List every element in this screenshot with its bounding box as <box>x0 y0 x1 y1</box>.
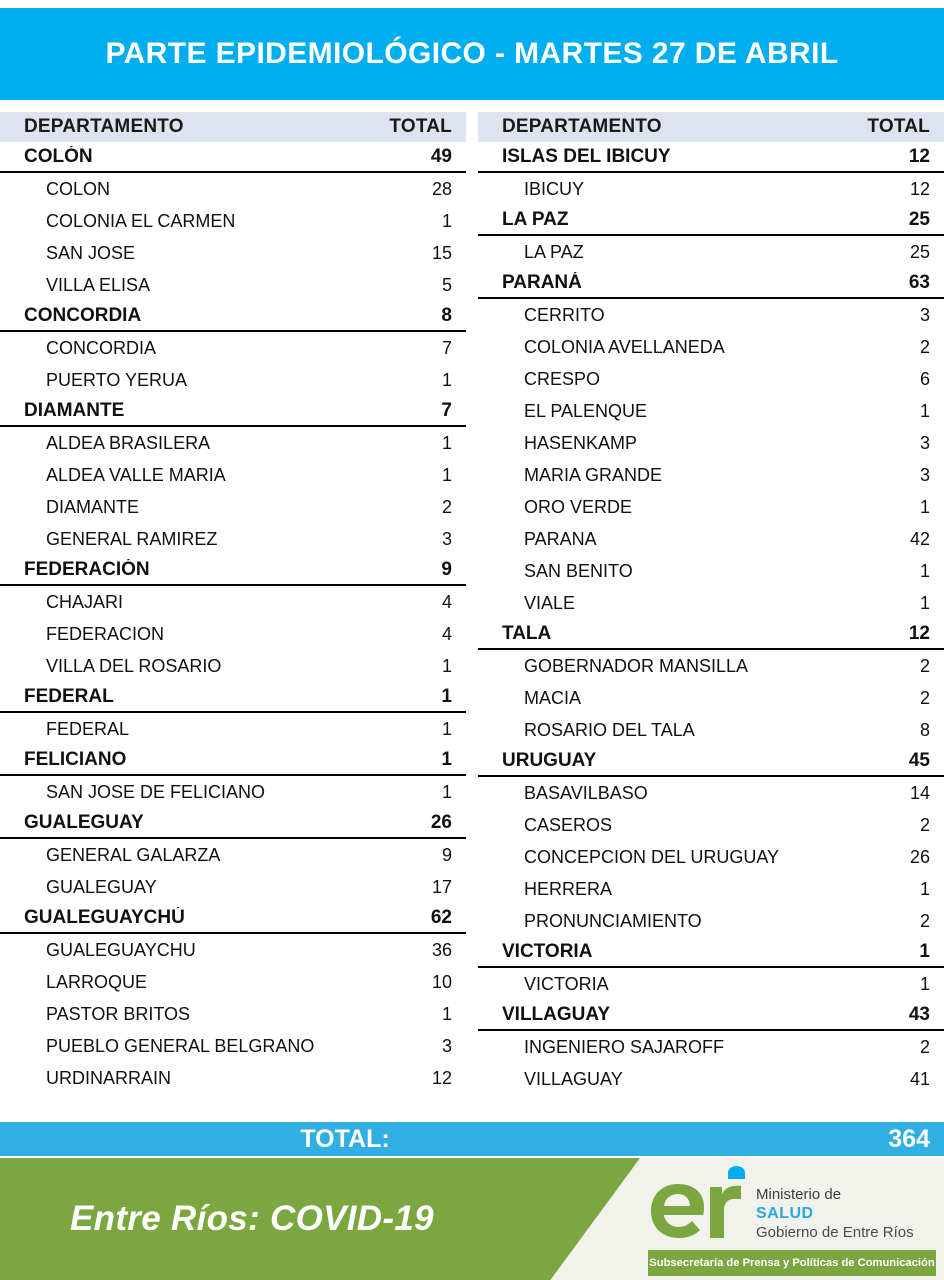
locality-row <box>478 682 944 714</box>
locality-name: FEDERACION <box>46 623 165 644</box>
rows-left <box>0 142 466 1094</box>
department-total: 9 <box>441 558 452 580</box>
locality-row <box>478 395 944 427</box>
table-column-right <box>478 112 944 1095</box>
locality-total: 1 <box>441 655 452 676</box>
column-header-departamento: DEPARTAMENTO <box>24 116 184 137</box>
locality-row <box>0 618 466 650</box>
locality-row <box>0 713 466 745</box>
department-total: 63 <box>908 271 930 293</box>
subsecretaria-banner: Subsecretaría de Prensa y Políticas de Comunicación <box>648 1250 936 1276</box>
department-total: 45 <box>908 749 930 771</box>
locality-total: 1 <box>919 878 930 899</box>
locality-name: HASENKAMP <box>524 432 638 453</box>
tables-container <box>0 112 944 1095</box>
department-total: 26 <box>430 811 452 833</box>
locality-name: CRESPO <box>524 368 601 389</box>
locality-total: 36 <box>431 939 452 960</box>
total-bar <box>0 1122 944 1156</box>
locality-row <box>478 459 944 491</box>
locality-name: DIAMANTE <box>46 496 140 517</box>
locality-row <box>0 523 466 555</box>
locality-row <box>0 839 466 871</box>
department-name: LA PAZ <box>502 208 569 230</box>
department-row <box>478 619 944 650</box>
locality-row <box>0 1030 466 1062</box>
locality-row <box>0 998 466 1030</box>
locality-row <box>0 364 466 396</box>
department-row <box>0 808 466 839</box>
locality-row <box>0 966 466 998</box>
locality-total: 4 <box>441 591 452 612</box>
locality-name: VILLAGUAY <box>524 1068 623 1089</box>
locality-name: GOBERNADOR MANSILLA <box>524 655 749 676</box>
locality-row <box>0 650 466 682</box>
department-total: 1 <box>441 685 452 707</box>
locality-row <box>478 236 944 268</box>
locality-total: 10 <box>431 971 452 992</box>
locality-row <box>478 841 944 873</box>
locality-name: MARIA GRANDE <box>524 464 663 485</box>
locality-name: LA PAZ <box>524 241 584 262</box>
department-name: VILLAGUAY <box>502 1003 611 1025</box>
locality-total: 15 <box>431 242 452 263</box>
locality-total: 2 <box>919 655 930 676</box>
locality-name: ALDEA BRASILERA <box>46 432 211 453</box>
locality-row <box>478 714 944 746</box>
locality-total: 1 <box>919 973 930 994</box>
department-total: 62 <box>430 906 452 928</box>
locality-name: MACIA <box>524 687 582 708</box>
locality-row <box>478 523 944 555</box>
department-name: GUALEGUAY <box>24 811 144 833</box>
department-total: 1 <box>919 940 930 962</box>
locality-name: PUERTO YERUA <box>46 369 188 390</box>
department-total: 7 <box>441 399 452 421</box>
locality-total: 25 <box>909 241 930 262</box>
locality-name: CHAJARI <box>46 591 124 612</box>
department-name: TALA <box>502 622 552 644</box>
locality-name: INGENIERO SAJAROFF <box>524 1036 725 1057</box>
locality-row <box>0 427 466 459</box>
column-header-left <box>0 112 466 142</box>
locality-total: 8 <box>919 719 930 740</box>
department-total: 12 <box>908 622 930 644</box>
locality-name: BASAVILBASO <box>524 782 648 803</box>
department-row <box>0 903 466 934</box>
locality-total: 1 <box>441 781 452 802</box>
footer-brand-label: Entre Ríos: COVID-19 <box>70 1199 434 1238</box>
department-row <box>0 301 466 332</box>
department-row <box>478 205 944 236</box>
footer <box>0 1158 944 1280</box>
locality-name: VILLA ELISA <box>46 274 151 295</box>
locality-row <box>478 363 944 395</box>
department-total: 1 <box>441 748 452 770</box>
locality-row <box>478 555 944 587</box>
department-name: PARANÁ <box>502 271 582 293</box>
locality-row <box>478 968 944 1000</box>
locality-row <box>0 1062 466 1094</box>
locality-total: 1 <box>441 432 452 453</box>
locality-total: 2 <box>919 910 930 931</box>
locality-total: 3 <box>919 464 930 485</box>
locality-row <box>478 1031 944 1063</box>
total-value: 364 <box>888 1125 930 1153</box>
locality-row <box>478 1063 944 1095</box>
locality-name: PARANA <box>524 528 597 549</box>
locality-name: ROSARIO DEL TALA <box>524 719 695 740</box>
department-row <box>0 142 466 173</box>
locality-name: CONCORDIA <box>46 337 157 358</box>
locality-total: 41 <box>909 1068 930 1089</box>
department-name: VICTORIA <box>502 940 593 962</box>
department-name: GUALEGUAYCHÚ <box>24 906 185 928</box>
locality-row <box>478 299 944 331</box>
locality-row <box>0 776 466 808</box>
locality-name: LARROQUE <box>46 971 148 992</box>
locality-name: PASTOR BRITOS <box>46 1003 191 1024</box>
department-row <box>0 555 466 586</box>
locality-name: COLONIA EL CARMEN <box>46 210 236 231</box>
department-name: FEDERACIÓN <box>24 558 150 580</box>
locality-row <box>478 905 944 937</box>
locality-total: 1 <box>919 560 930 581</box>
locality-row <box>478 427 944 459</box>
department-row <box>478 1000 944 1031</box>
department-name: CONCORDIA <box>24 304 142 326</box>
locality-total: 2 <box>441 496 452 517</box>
department-row <box>478 746 944 777</box>
department-name: DIAMANTE <box>24 399 125 421</box>
column-header-right <box>478 112 944 142</box>
locality-total: 1 <box>919 592 930 613</box>
locality-total: 1 <box>919 400 930 421</box>
locality-row <box>0 332 466 364</box>
locality-name: ALDEA VALLE MARIA <box>46 464 226 485</box>
locality-total: 42 <box>909 528 930 549</box>
locality-name: FEDERAL <box>46 718 130 739</box>
locality-name: VILLA DEL ROSARIO <box>46 655 222 676</box>
page-title: PARTE EPIDEMIOLÓGICO - MARTES 27 DE ABRIL <box>105 37 839 70</box>
department-row <box>0 396 466 427</box>
department-name: URUGUAY <box>502 749 597 771</box>
locality-row <box>0 586 466 618</box>
column-header-total: TOTAL <box>389 116 452 137</box>
er-logo-icon <box>648 1166 748 1244</box>
locality-total: 12 <box>431 1067 452 1088</box>
locality-total: 14 <box>909 782 930 803</box>
locality-name: PRONUNCIAMIENTO <box>524 910 702 931</box>
column-header-departamento: DEPARTAMENTO <box>502 116 662 137</box>
locality-row <box>478 777 944 809</box>
locality-row <box>478 491 944 523</box>
locality-name: ORO VERDE <box>524 496 633 517</box>
locality-name: COLONIA AVELLANEDA <box>524 336 725 357</box>
total-label: TOTAL: <box>300 1125 390 1153</box>
department-total: 25 <box>908 208 930 230</box>
locality-name: PUEBLO GENERAL BELGRANO <box>46 1035 315 1056</box>
locality-row <box>478 331 944 363</box>
department-total: 43 <box>908 1003 930 1025</box>
department-total: 8 <box>441 304 452 326</box>
department-row <box>0 682 466 713</box>
logo-line-gobierno: Gobierno de Entre Ríos <box>756 1223 914 1241</box>
locality-name: GENERAL RAMIREZ <box>46 528 218 549</box>
locality-total: 1 <box>441 369 452 390</box>
locality-name: IBICUY <box>524 178 585 199</box>
locality-name: GUALEGUAYCHU <box>46 939 196 960</box>
locality-name: HERRERA <box>524 878 613 899</box>
locality-total: 7 <box>441 337 452 358</box>
locality-total: 1 <box>441 1003 452 1024</box>
title-banner <box>0 8 944 100</box>
department-total: 49 <box>430 145 452 167</box>
locality-total: 1 <box>919 496 930 517</box>
department-name: COLÓN <box>24 145 93 167</box>
locality-total: 12 <box>909 178 930 199</box>
locality-total: 3 <box>919 432 930 453</box>
locality-row <box>478 873 944 905</box>
locality-name: EL PALENQUE <box>524 400 648 421</box>
locality-total: 2 <box>919 336 930 357</box>
locality-name: CERRITO <box>524 304 605 325</box>
locality-total: 1 <box>441 718 452 739</box>
locality-total: 17 <box>431 876 452 897</box>
locality-total: 1 <box>441 464 452 485</box>
department-name: ISLAS DEL IBICUY <box>502 145 671 167</box>
locality-name: URDINARRAIN <box>46 1067 172 1088</box>
locality-name: CONCEPCION DEL URUGUAY <box>524 846 780 867</box>
department-row <box>478 937 944 968</box>
locality-row <box>0 205 466 237</box>
locality-name: COLON <box>46 178 111 199</box>
department-total: 12 <box>908 145 930 167</box>
locality-total: 28 <box>431 178 452 199</box>
locality-name: VICTORIA <box>524 973 609 994</box>
locality-total: 1 <box>441 210 452 231</box>
locality-name: SAN BENITO <box>524 560 633 581</box>
column-header-total: TOTAL <box>867 116 930 137</box>
locality-name: VIALE <box>524 592 576 613</box>
department-row <box>478 142 944 173</box>
locality-total: 6 <box>919 368 930 389</box>
locality-total: 3 <box>919 304 930 325</box>
department-row <box>478 268 944 299</box>
locality-total: 2 <box>919 1036 930 1057</box>
logo-line-ministerio: Ministerio de <box>756 1186 842 1203</box>
locality-row <box>478 173 944 205</box>
locality-row <box>0 491 466 523</box>
ministry-logo-text <box>756 1186 914 1242</box>
locality-row <box>0 871 466 903</box>
department-name: FEDERAL <box>24 685 114 707</box>
locality-name: GUALEGUAY <box>46 876 157 897</box>
table-column-left <box>0 112 466 1095</box>
locality-row <box>478 809 944 841</box>
locality-row <box>0 269 466 301</box>
rows-right <box>478 142 944 1095</box>
locality-name: CASEROS <box>524 814 613 835</box>
locality-total: 3 <box>441 528 452 549</box>
ministry-logo <box>648 1164 938 1276</box>
department-row <box>0 745 466 776</box>
locality-row <box>0 237 466 269</box>
locality-row <box>478 587 944 619</box>
locality-row <box>0 459 466 491</box>
locality-total: 2 <box>919 814 930 835</box>
locality-total: 9 <box>441 844 452 865</box>
locality-total: 3 <box>441 1035 452 1056</box>
locality-row <box>0 934 466 966</box>
department-name: FELICIANO <box>24 748 127 770</box>
logo-line-salud: SALUD <box>756 1205 814 1223</box>
locality-row <box>0 173 466 205</box>
locality-total: 26 <box>909 846 930 867</box>
locality-row <box>478 650 944 682</box>
locality-total: 5 <box>441 274 452 295</box>
locality-total: 2 <box>919 687 930 708</box>
locality-name: SAN JOSE <box>46 242 136 263</box>
locality-total: 4 <box>441 623 452 644</box>
locality-name: SAN JOSE DE FELICIANO <box>46 781 266 802</box>
locality-name: GENERAL GALARZA <box>46 844 221 865</box>
